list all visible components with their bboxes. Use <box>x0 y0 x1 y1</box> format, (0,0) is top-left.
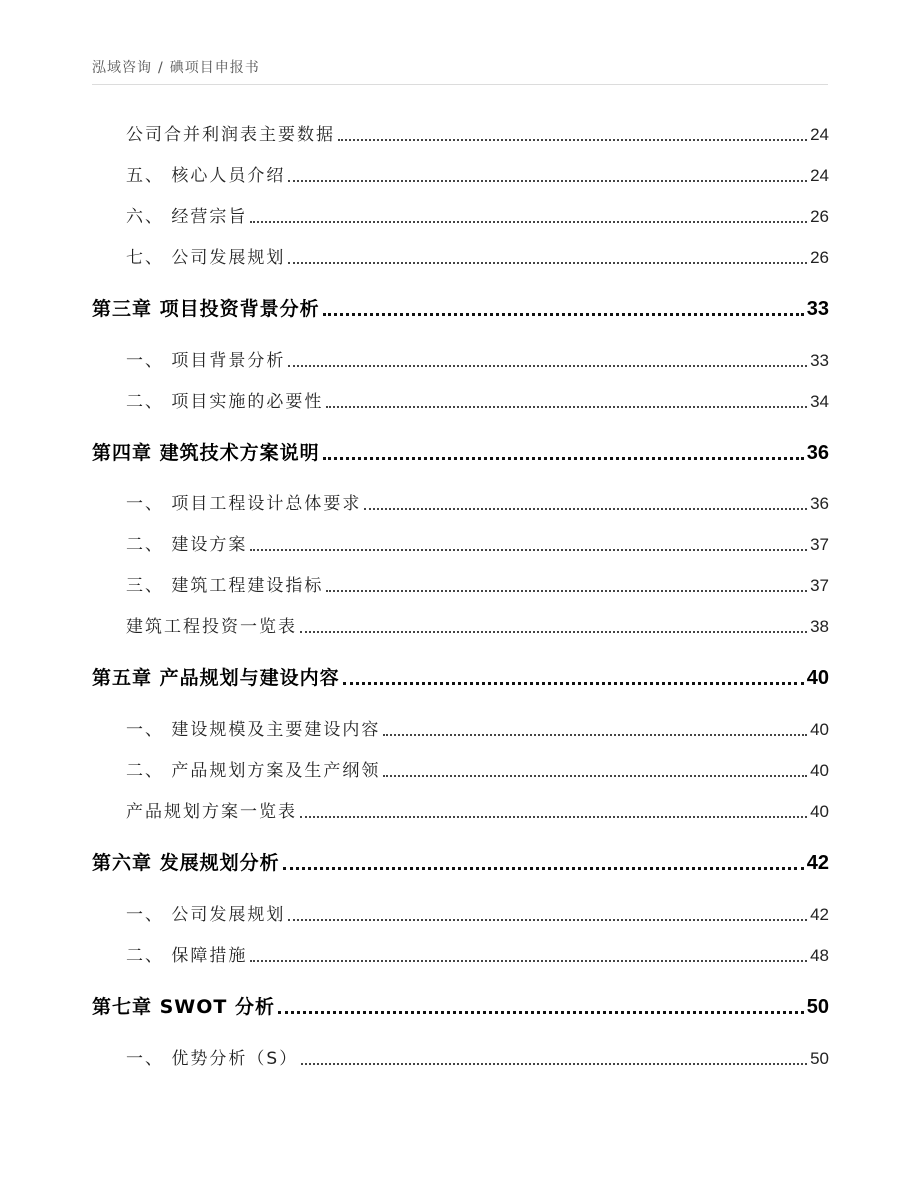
toc-entry[interactable] <box>126 164 829 188</box>
toc-page-number: 37 <box>810 535 829 554</box>
toc-page-number: 34 <box>810 392 829 411</box>
toc-page-number: 36 <box>806 442 829 464</box>
toc-leader-dots <box>250 960 807 962</box>
toc-page-number: 42 <box>810 905 829 924</box>
toc-page-number: 37 <box>810 576 829 595</box>
toc-chapter-title: 第七章 SWOT 分析 <box>92 996 275 1018</box>
toc-page-number: 40 <box>806 667 829 689</box>
toc-entry[interactable] <box>126 246 829 270</box>
toc-page-number: 40 <box>810 802 829 821</box>
toc-entry[interactable] <box>126 800 829 824</box>
toc-page-number: 33 <box>806 298 829 320</box>
toc-entry[interactable] <box>126 390 829 414</box>
toc-leader-dots <box>250 221 807 223</box>
toc-page-number: 26 <box>810 248 829 267</box>
toc-entry[interactable] <box>126 574 829 598</box>
toc-leader-dots <box>300 816 807 818</box>
toc-page-number: 40 <box>810 761 829 780</box>
toc-page-number: 24 <box>810 125 829 144</box>
toc-chapter[interactable] <box>92 666 829 690</box>
toc-page-number: 24 <box>810 166 829 185</box>
toc-page-number: 40 <box>810 720 829 739</box>
toc-leader-dots <box>288 919 807 921</box>
toc-entry[interactable] <box>126 533 829 557</box>
toc-entry-title: 二、 项目实施的必要性 <box>126 392 324 412</box>
toc-entry[interactable] <box>126 123 829 147</box>
toc-entry-title: 一、 建设规模及主要建设内容 <box>126 720 381 740</box>
toc-entry[interactable] <box>126 759 829 783</box>
toc-chapter-title: 第四章 建筑技术方案说明 <box>92 442 320 464</box>
toc-leader-dots <box>278 1011 804 1014</box>
toc-page-number: 48 <box>810 946 829 965</box>
toc-leader-dots <box>383 734 807 736</box>
toc-leader-dots <box>288 365 807 367</box>
toc-page-number: 26 <box>810 207 829 226</box>
toc-leader-dots <box>250 549 807 551</box>
toc-page-number: 33 <box>810 351 829 370</box>
toc-entry-title: 一、 优势分析（S） <box>126 1049 299 1069</box>
toc-entry-title: 二、 产品规划方案及生产纲领 <box>126 761 381 781</box>
toc-entry[interactable] <box>126 205 829 229</box>
toc-entry-title: 七、 公司发展规划 <box>126 248 286 268</box>
toc-entry[interactable] <box>126 903 829 927</box>
header-doc-title: 碘项目申报书 <box>169 60 260 76</box>
toc-leader-dots <box>326 406 807 408</box>
toc-entry-title: 产品规划方案一览表 <box>126 802 297 822</box>
toc-leader-dots <box>288 180 807 182</box>
toc-entry-title: 一、 项目背景分析 <box>126 351 286 371</box>
toc-entry-title: 公司合并利润表主要数据 <box>126 125 335 145</box>
toc-entry[interactable] <box>126 492 829 516</box>
toc-leader-dots <box>288 262 807 264</box>
toc-entry-title: 二、 建设方案 <box>126 535 248 555</box>
toc-page-number: 38 <box>810 617 829 636</box>
toc-entry[interactable] <box>126 944 829 968</box>
toc-entry-title: 六、 经营宗旨 <box>126 207 248 227</box>
toc-chapter[interactable] <box>92 995 829 1019</box>
toc-entry-title: 一、 项目工程设计总体要求 <box>126 494 362 514</box>
toc-chapter-title: 第五章 产品规划与建设内容 <box>92 667 340 689</box>
toc-chapter-title: 第六章 发展规划分析 <box>92 852 280 874</box>
toc-entry[interactable] <box>126 349 829 373</box>
toc-entry[interactable] <box>126 1047 829 1071</box>
toc-entry-title: 建筑工程投资一览表 <box>126 617 297 637</box>
toc-entry-title: 三、 建筑工程建设指标 <box>126 576 324 596</box>
toc-page-number: 50 <box>806 996 829 1018</box>
toc-chapter[interactable] <box>92 851 829 875</box>
toc-chapter-title: 第三章 项目投资背景分析 <box>92 298 320 320</box>
toc-leader-dots <box>383 775 807 777</box>
toc-leader-dots <box>323 457 804 460</box>
header-org: 泓域咨询 <box>92 60 152 76</box>
toc-entry[interactable] <box>126 615 829 639</box>
toc-page-number: 50 <box>810 1049 829 1068</box>
toc-leader-dots <box>283 867 804 870</box>
toc-entry-title: 一、 公司发展规划 <box>126 905 286 925</box>
toc-entry-title: 二、 保障措施 <box>126 946 248 966</box>
toc-page-number: 36 <box>810 494 829 513</box>
toc-page-number: 42 <box>806 852 829 874</box>
toc-chapter[interactable] <box>92 297 829 321</box>
toc-leader-dots <box>323 313 804 316</box>
toc-leader-dots <box>326 590 807 592</box>
header-separator: / <box>158 60 164 76</box>
toc-leader-dots <box>300 631 807 633</box>
toc-leader-dots <box>364 508 807 510</box>
toc-entry-title: 五、 核心人员介绍 <box>126 166 286 186</box>
toc-leader-dots <box>301 1063 807 1065</box>
toc-entry[interactable] <box>126 718 829 742</box>
toc-leader-dots <box>343 682 804 685</box>
toc-leader-dots <box>338 139 807 141</box>
toc-chapter[interactable] <box>92 441 829 465</box>
